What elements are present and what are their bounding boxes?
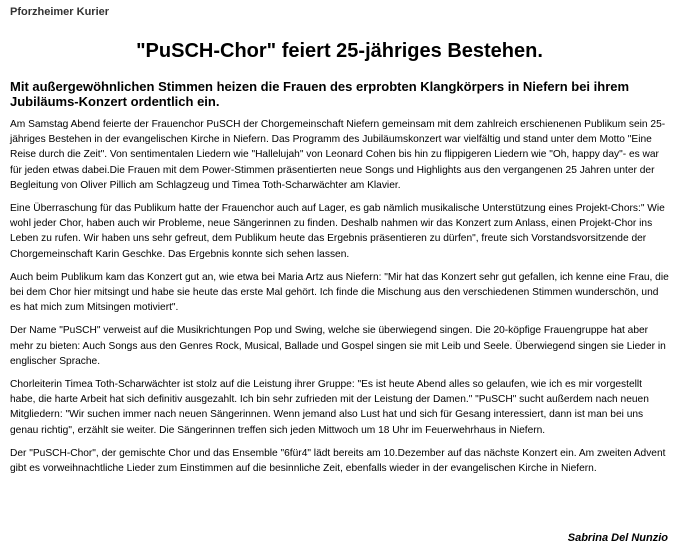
article-paragraph-3: Auch beim Publikum kam das Konzert gut an, wie etwa bei Maria Artz aus Niefern: "Mir hat das Konzert sehr gut gefallen, ich kenne eine Frau, die bei dem Chor hier mitsingt und habe sie heute das erste Mal gehört. Ich finde die Mischung aus den verschiedenen Stimmen wunderschön, und es hat mich zum Mitsingen motiviert". <box>10 271 669 314</box>
newspaper-name: Pforzheimer Kurier <box>10 6 110 18</box>
article-body <box>10 117 669 476</box>
article-paragraph-1: Am Samstag Abend feierte der Frauenchor PuSCH der Chorgemeinschaft Niefern gemeinsam mit dem zahlreich erschienenen Publikum sein 25-jähriges Bestehen in der evangelischen Kirche in Niefern. Das Programm des Jubiläumskonzert war vielfältig und stand unter dem Motto "Eine Reise durch die Zeit". Von sentimentalen Liedern wie "Hallelujah" von Leonard Cohen bis hin zu flippigeren Liedern wie "Oh, happy day"- es war für jeden etwas dabei.Die Frauen mit dem Power-Stimmen präsentierten neue Songs und Highlights aus den vergangenen 25 Jahren unter der Begleitung von Oliver Pillich am Schlagzeug und Timea Toth-Scharwächter am Klavier. <box>10 119 666 191</box>
article-paragraph-4: Der Name "PuSCH" verweist auf die Musikrichtungen Pop und Swing, welche sie überwiegend singen. Die 20-köpfige Frauengruppe hat aber mehr zu bieten: Auch Songs aus den Genres Rock, Musical, Ballade und Gospel singen sie mit Leib und Seele. Überwiegend singen sie Lieder in englischer Sprache. <box>10 325 666 367</box>
article-lead: Mit außergewöhnlichen Stimmen heizen die Frauen des erprobten Klangkörpers in Niefern bei ihrem Jubiläums-Konzert ordentlich ein. <box>10 79 630 109</box>
article-paragraph-6: Der "PuSCH-Chor", der gemischte Chor und das Ensemble "6für4" lädt bereits am 10.Dezember auf das nächste Konzert ein. Am zweiten Advent gibt es vorweihnachtliche Lieder zum Einstimmen auf die besinnliche Zeit, ebenfalls wieder in der evangelischen Kirche in Niefern. <box>10 447 666 475</box>
article-author: Sabrina Del Nunzio <box>567 532 668 544</box>
article-paragraph-5: Chorleiterin Timea Toth-Scharwächter ist stolz auf die Leistung ihrer Gruppe: "Es ist heute Abend alles so gelaufen, wie ich es mir vorgestellt habe, die harte Arbeit hat sich definitiv ausgezahlt. Ich bin sehr zufrieden mit der Leistung der Damen." "PuSCH" sucht außerdem nach neuen Mitgliedern: "Wir suchen immer nach neuen Sängerinnen. Wenn jemand also Lust hat und sich für Gesang interessiert, dann ist man bei uns genau richtig", erzählt sie weiter. Die Sängerinnen treffen sich jeden Mittwoch um 18 Uhr im Feuerwehrhaus in Niefern. <box>10 379 649 436</box>
article-headline: "PuSCH-Chor" feiert 25-jähriges Bestehen. <box>136 40 543 62</box>
article-paragraph-2: Eine Überraschung für das Publikum hatte der Frauenchor auch auf Lager, es gab nämlich musikalische Unterstützung eines Projekt-Chors:" Wie wohl jeder Chor, haben auch wir Probleme, neue Sängerinnen zu finden. Deshalb nahmen wir das Konzert zum Anlass, einen Projekt-Chor ins Leben zu rufen. Wir haben uns sehr gefreut, dem Publikum heute das Ergebnis präsentieren zu dürfen", freute sich Vorstandsvorsitzende der Chorgemeinschaft Karin Geschke. Das Ergebnis konnte sich sehen lassen. <box>10 203 665 260</box>
